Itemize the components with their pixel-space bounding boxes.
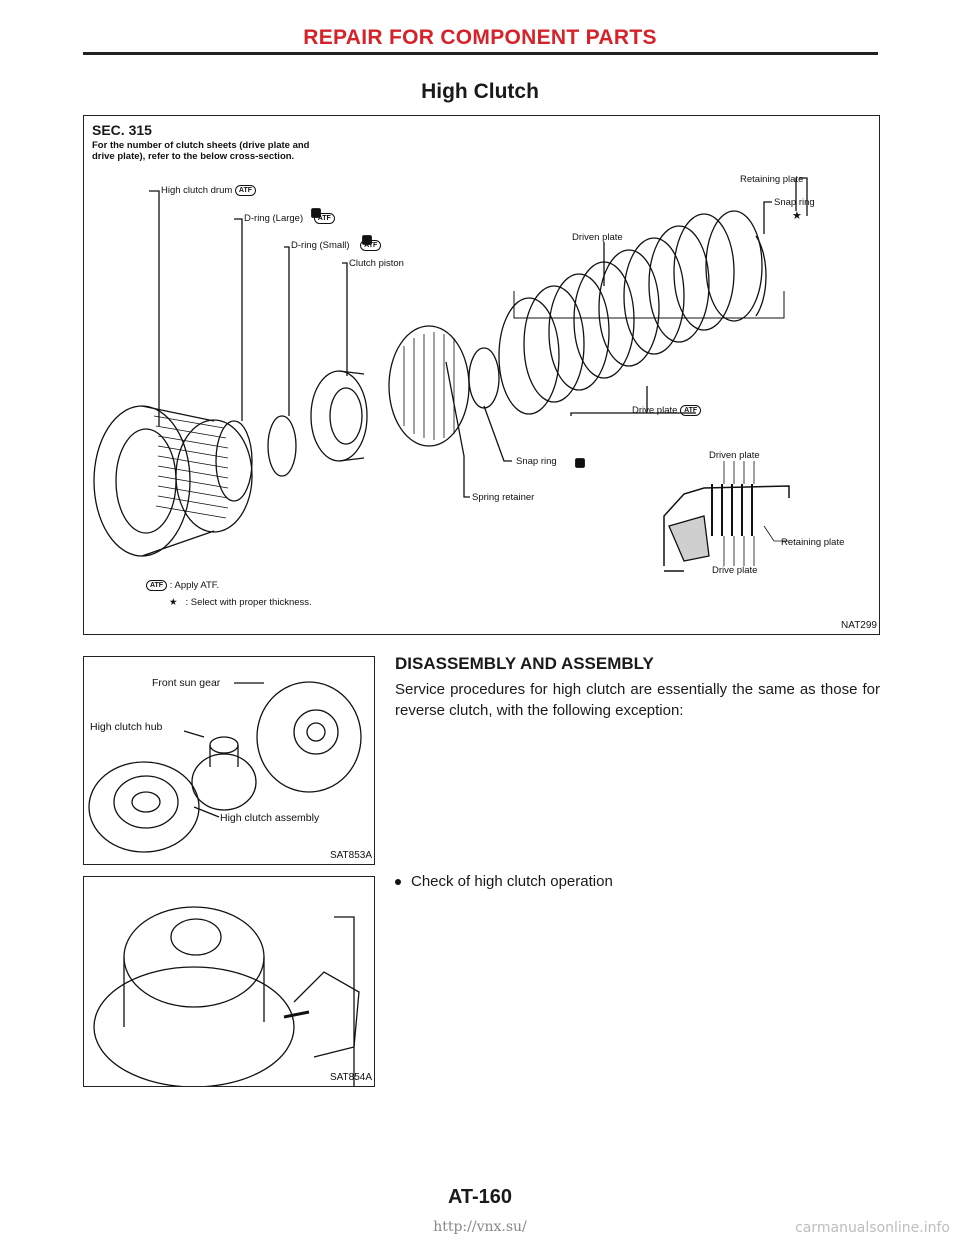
assembly-center [132,792,160,812]
leader-piston [342,263,347,376]
drum-inner-rim [116,429,176,533]
spring-retainer-shape [389,326,469,446]
drum-body-lines [142,406,214,556]
assembly-inner [114,776,178,828]
leader-high-clutch-hub [184,731,204,737]
label-front-sun-gear: Front sun gear [152,677,221,689]
d-ring-small-shape [268,416,296,476]
watermark: carmanualsonline.info [795,1220,950,1236]
star-icon: ★ [169,597,178,608]
snap-ring-shape [469,348,499,408]
figure-note-line2: drive plate), refer to the below cross-section. [92,151,295,162]
figure-id: NAT299 [841,620,877,631]
high-clutch-assembly-figure [83,656,375,865]
sun-gear-center [307,723,325,741]
air-gun [284,1012,309,1017]
sun-gear-hub [294,710,338,754]
label-snap-ring: Snap ring [516,456,557,467]
section-body: Service procedures for high clutch are essentially the same as those for reverse clutch, with the following exception: [395,681,880,719]
drum-top [124,907,264,1007]
label-cs-retaining-plate: Retaining plate [781,537,845,548]
legend-atf: ATF : Apply ATF. [146,580,219,591]
leader-retainer [446,362,470,497]
label-spring-retainer: Spring retainer [472,492,535,503]
running-header: REPAIR FOR COMPONENT PARTS [303,26,657,49]
table-edge [334,917,354,1086]
leader-d-ring-large [234,219,242,421]
cross-section-piston [669,516,709,561]
label-cs-driven-plate: Driven plate [709,450,760,461]
header-rule [83,52,878,55]
leader-snap-top [764,202,772,234]
atf-icon: ATF [360,240,381,251]
atf-icon: ATF [146,580,167,591]
hub-top [210,737,238,753]
atf-icon: ATF [314,213,335,224]
label-driven-plate: Driven plate [572,232,623,243]
figure-note-line1: For the number of clutch sheets (drive plate and [92,140,310,151]
clutch-piston-outer [311,371,367,461]
atf-icon: ATF [680,405,701,416]
label-high-clutch-hub: High clutch hub [90,721,163,733]
label-clutch-piston: Clutch piston [349,258,404,269]
d-ring-large-shape [216,421,252,501]
page-number: AT-160 [447,1186,513,1208]
hub-gear [192,754,256,810]
label-cs-drive-plate: Drive plate [712,565,758,576]
drum-center [171,919,221,955]
atf-icon: ATF [235,185,256,196]
leader-snap-ring [484,406,512,461]
section-code: SEC. 315 [92,122,152,138]
cross-section-drive-leaders [724,536,754,566]
hub-sides [210,745,238,767]
high-clutch-assembly-drawing [84,657,374,864]
plate-7 [649,226,709,342]
clutch-piston-inner [330,388,362,444]
cross-section-driven-leaders [724,461,754,484]
bullet-item: Check of high clutch operation [395,873,613,890]
exploded-view-figure [83,115,880,635]
figure-id: SAT854A [329,1072,372,1083]
legend-star: ★ : Select with proper thickness. [169,597,312,608]
leader-drum [149,191,159,426]
label-snap-ring-top: Snap ring [774,197,815,208]
label-high-clutch-drum: High clutch drum ATF [161,185,256,196]
label-d-ring-small: D-ring (Small) ATF [291,240,381,251]
section-heading: DISASSEMBLY AND ASSEMBLY [395,654,654,673]
clutch-operation-check-drawing [84,877,374,1086]
clutch-piston-edge [339,371,364,461]
figure-id: SAT853A [329,850,372,861]
label-retaining-plate: Retaining plate [740,174,804,185]
spring-retainer-springs [404,332,454,440]
label-high-clutch-assembly: High clutch assembly [220,812,320,824]
seal-icon-snap-ring [576,459,584,467]
label-d-ring-large: D-ring (Large) ATF [244,213,335,224]
star-mark-retaining: ★ [792,210,802,222]
plate-8 [674,214,734,330]
bullet-icon [395,879,401,885]
page-title: High Clutch [421,80,539,103]
footer-url[interactable]: http://vnx.su/ [433,1219,527,1235]
clutch-operation-check-figure [83,876,375,1087]
leader-d-ring-small [284,247,289,416]
label-drive-plate: Drive plate ATF [632,405,701,416]
cross-section-plates [712,484,752,536]
